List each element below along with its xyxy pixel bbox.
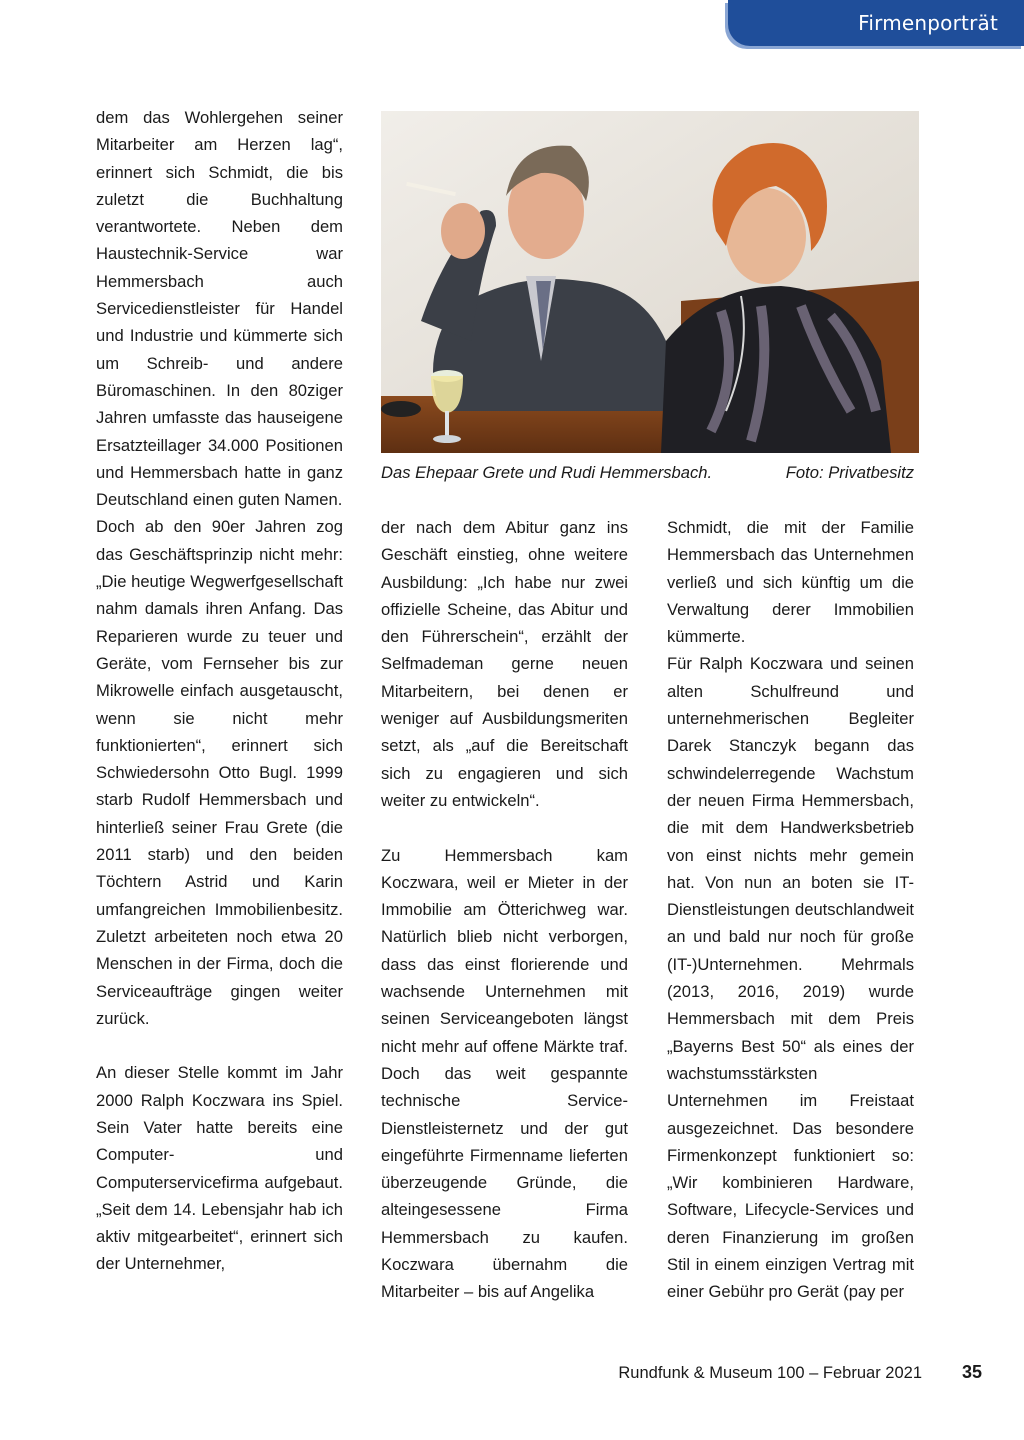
section-title: Firmenporträt xyxy=(858,11,998,35)
paragraph: An dieser Stelle kommt im Jahr 2000 Ralph Koczwara ins Spiel. Sein Vater hatte bereits eine Computer- und Computerservicefirma aufgebaut. „Seit dem 14. Lebensjahr hab ich aktiv mitgearbeitet“, erinnert sich der Unternehmer, xyxy=(96,1063,343,1274)
paragraph: Schmidt, die mit der Familie Hemmersbach das Unternehmen verließ und sich künftig um die Verwaltung derer Immobilien kümmerte. xyxy=(667,518,914,647)
section-header-tab xyxy=(728,0,1024,46)
photo-credit: Foto: Privatbesitz xyxy=(785,463,914,482)
couple-photo xyxy=(381,111,919,453)
text-column-left xyxy=(96,104,343,1278)
paragraph: Zu Hemmersbach kam Koczwara, weil er Mieter in der Immobilie am Ötterichweg war. Natürlich blieb nicht verborgen, dass das einst florierende und wachsende Unternehmen mit seinen Serviceangeboten längst nicht mehr auf offene Märkte traf. Doch das weit gespannte technische Service-Dienstleisternetz und der gut eingeführte Firmenname lieferten überzeugende Gründe, die alteingesessene Firma Hemmersbach zu kaufen. Koczwara übernahm die Mitarbeiter – bis auf Angelika xyxy=(381,845,628,1302)
paragraph: Für Ralph Koczwara und seinen alten Schulfreund und unternehmerischen Begleiter Darek Stanczyk begann das schwindelerregende Wachstum der neuen Firma Hemmersbach, die mit dem Handwerksbetrieb von einst nichts mehr gemein hat. Von nun an boten sie IT-Dienstleistungen deutschlandweit an und bald nur noch für große (IT-)Unternehmen. Mehrmals (2013, 2016, 2019) wurde Hemmersbach mit dem Preis „Bayerns Best 50“ als eines der wachstumsstärksten Unternehmen im Freistaat ausgezeichnet. Das besondere Firmenkonzept funktioniert so: „Wir kombinieren Hardware, Software, Lifecycle-Services und deren Finanzierung im großen Stil in einem einzigen Vertrag mit einer Gebühr pro Gerät (pay per xyxy=(667,654,914,1302)
photo-caption xyxy=(381,460,914,486)
paragraph: der nach dem Abitur ganz ins Geschäft einstieg, ohne weitere Ausbildung: „Ich habe nur zwei offizielle Scheine, das Abitur und den Führerschein“, erzählt der Selfmademan gerne neuen Mitarbeitern, bei denen er weniger auf Ausbildungsmeriten setzt, als „auf die Bereitschaft sich zu engagieren und sich weiter zu entwickeln“. xyxy=(381,518,628,810)
paragraph: Doch ab den 90er Jahren zog das Geschäftsprinzip nicht mehr: „Die heutige Wegwerfgesellschaft nahm damals ihren Anfang. Das Reparieren wurde zu teuer und Geräte, vom Fernseher bis zur Mikrowelle einfach ausgetauscht, wenn sie nicht mehr funktionierten“, erinnert sich Schwiedersohn Otto Bugl. 1999 starb Rudolf Hemmersbach und hinterließ seiner Frau Grete (die 2011 starb) und den beiden Töchtern Astrid und Karin umfangreichen Immobilienbesitz. Zuletzt arbeiteten noch etwa 20 Menschen in der Firma, doch die Serviceaufträge gingen weiter zurück. xyxy=(96,517,343,1028)
text-column-right xyxy=(667,514,914,1306)
paragraph: dem das Wohlergehen seiner Mitarbeiter am Herzen lag“, erinnert sich Schmidt, die bis zuletzt die Buchhaltung verantwortete. Neben dem Haustechnik-Service war Hemmersbach auch Servicedienstleister für Handel und Industrie und kümmerte sich um Schreib- und andere Büromaschinen. In den 80ziger Jahren umfasste das hauseigene Ersatzteillager 34.000 Positionen und Hemmersbach hatte in ganz Deutschland einen guten Namen. xyxy=(96,108,343,510)
publication-footer: Rundfunk & Museum 100 – Februar 2021 xyxy=(618,1364,922,1382)
caption-text: Das Ehepaar Grete und Rudi Hemmersbach. xyxy=(381,463,713,482)
text-column-middle xyxy=(381,514,628,1306)
page-number: 35 xyxy=(962,1362,983,1382)
